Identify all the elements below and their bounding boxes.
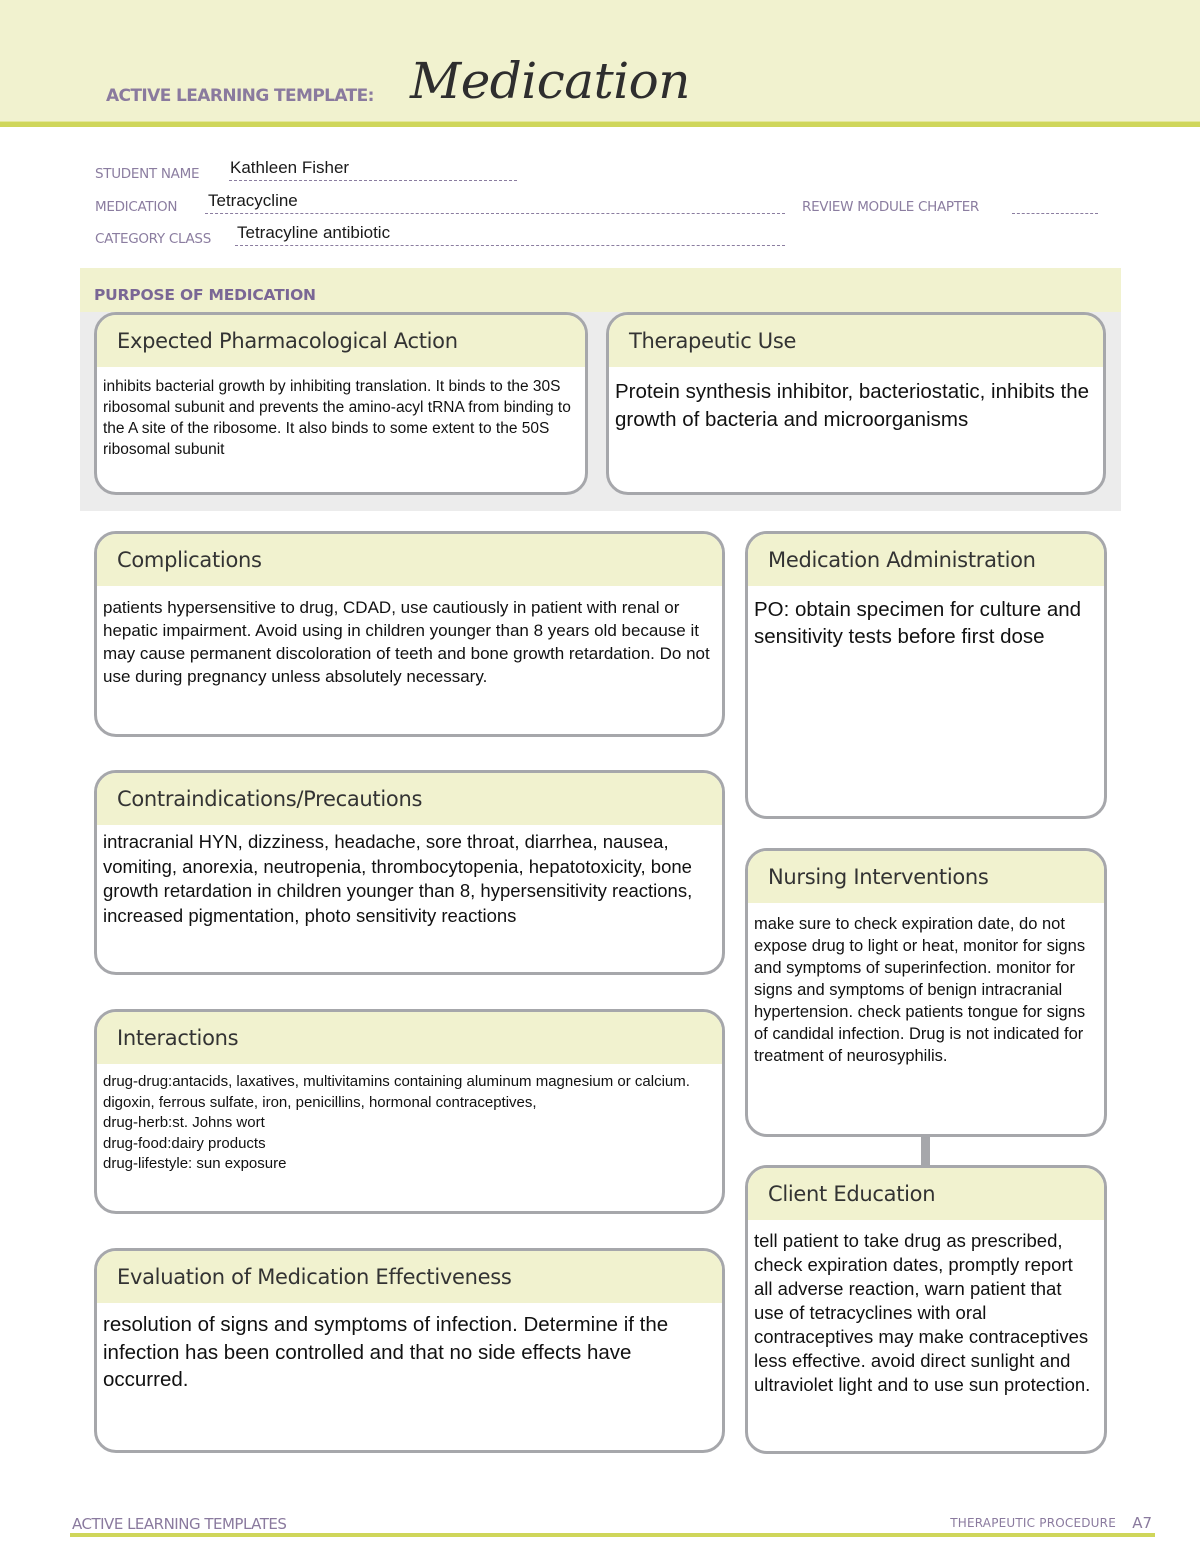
contraindications-title: Contraindications/Precautions <box>97 773 722 825</box>
medication-label: MEDICATION <box>95 199 178 215</box>
category-class-label: CATEGORY CLASS <box>95 231 211 247</box>
interactions-body[interactable] <box>97 1064 722 1175</box>
review-module-chapter-label: REVIEW MODULE CHAPTER <box>802 199 979 215</box>
footer-divider <box>70 1533 1155 1537</box>
complications-box <box>94 531 725 737</box>
purpose-label: PURPOSE OF MEDICATION <box>94 286 316 304</box>
category-class-value[interactable]: Tetracyline antibiotic <box>237 223 391 242</box>
student-name-label: STUDENT NAME <box>95 166 200 182</box>
complications-title: Complications <box>97 534 722 586</box>
box-connector <box>921 1134 930 1166</box>
client-education-body[interactable]: tell patient to take drug as prescribed, check expiration dates, promptly report all adverse reaction, warn patient that use of tetracyclines with oral contraceptives may make contraceptives less effective. avoid direct sunlight and ultraviolet light and to use sun protection. <box>754 1230 1091 1395</box>
footer-section: THERAPEUTIC PROCEDURE <box>950 1516 1116 1530</box>
expected-action-box <box>94 312 588 495</box>
client-education-title: Client Education <box>748 1168 1104 1220</box>
client-education-box <box>745 1165 1107 1454</box>
nursing-interventions-body[interactable]: make sure to check expiration date, do not expose drug to light or heat, monitor for signs and symptoms of superinfection. monitor for signs and symptoms of benign intracranial hypertension. check patients tongue for signs of candidal infection. Drug is not indicated for treatment of neurosyphilis. <box>754 915 1086 1065</box>
review-module-chapter-underline <box>1012 213 1098 214</box>
footer-title: ACTIVE LEARNING TEMPLATES <box>72 1515 287 1533</box>
student-name-underline <box>229 180 517 181</box>
medication-administration-title: Medication Administration <box>748 534 1104 586</box>
evaluation-body[interactable]: resolution of signs and symptoms of infection. Determine if the infection has been controlled and that no side effects have occurred. <box>103 1313 669 1391</box>
interaction-drug-herb: drug-herb:st. Johns wort <box>103 1114 265 1131</box>
medication-administration-body[interactable]: PO: obtain specimen for culture and sensitivity tests before first dose <box>754 598 1082 648</box>
therapeutic-use-box <box>606 312 1106 495</box>
complications-body[interactable]: patients hypersensitive to drug, CDAD, use cautiously in patient with renal or hepatic impairment. Avoid using in children younger than 8 years old because it may cause permanent discoloration of teeth and bone growth retardation. Do not use during pregnancy unless absolutely necessary. <box>103 598 710 686</box>
page-number: A7 <box>1132 1514 1152 1532</box>
nursing-interventions-title: Nursing Interventions <box>748 851 1104 903</box>
contraindications-body[interactable]: intracranial HYN, dizziness, headache, sore throat, diarrhea, nausea, vomiting, anorexia, neutropenia, thrombocytopenia, hepatotoxicity, bone growth retardation in children younger than 8, hypersensitivity reactions, increased pigmentation, photo sensitivity reactions <box>103 831 693 926</box>
nursing-interventions-box <box>745 848 1107 1137</box>
student-name-value[interactable]: Kathleen Fisher <box>230 158 350 177</box>
interaction-drug-drug: drug-drug:antacids, laxatives, multivitamins containing aluminum magnesium or calcium. digoxin, ferrous sulfate, iron, penicillins, hormonal contraceptives, <box>103 1073 690 1111</box>
category-class-underline <box>235 245 785 246</box>
therapeutic-use-body[interactable]: Protein synthesis inhibitor, bacteriostatic, inhibits the growth of bacteria and microorganisms <box>615 380 1090 431</box>
medication-value[interactable]: Tetracycline <box>208 191 298 210</box>
therapeutic-use-title: Therapeutic Use <box>609 315 1103 367</box>
medication-field <box>95 191 298 215</box>
student-name-field <box>95 158 350 182</box>
interaction-drug-lifestyle: drug-lifestyle: sun exposure <box>103 1155 287 1172</box>
template-label: ACTIVE LEARNING TEMPLATE: <box>106 86 374 106</box>
expected-action-title: Expected Pharmacological Action <box>97 315 585 367</box>
page-title: Medication <box>410 52 690 110</box>
review-module-chapter-field <box>802 199 979 215</box>
interactions-box <box>94 1009 725 1214</box>
category-class-field <box>95 223 391 247</box>
interaction-drug-food: drug-food:dairy products <box>103 1134 266 1152</box>
medication-administration-box <box>745 531 1107 819</box>
header-divider <box>0 121 1200 127</box>
expected-action-body[interactable]: inhibits bacterial growth by inhibiting translation. It binds to the 30S ribosomal subunit and prevents the amino-acyl tRNA from binding to the A site of the ribosome. It also binds to some extent to the 50S ribosomal subunit <box>103 378 571 458</box>
interactions-title: Interactions <box>97 1012 722 1064</box>
contraindications-box <box>94 770 725 975</box>
evaluation-box <box>94 1248 725 1453</box>
evaluation-title: Evaluation of Medication Effectiveness <box>97 1251 722 1303</box>
medication-underline <box>205 213 785 214</box>
